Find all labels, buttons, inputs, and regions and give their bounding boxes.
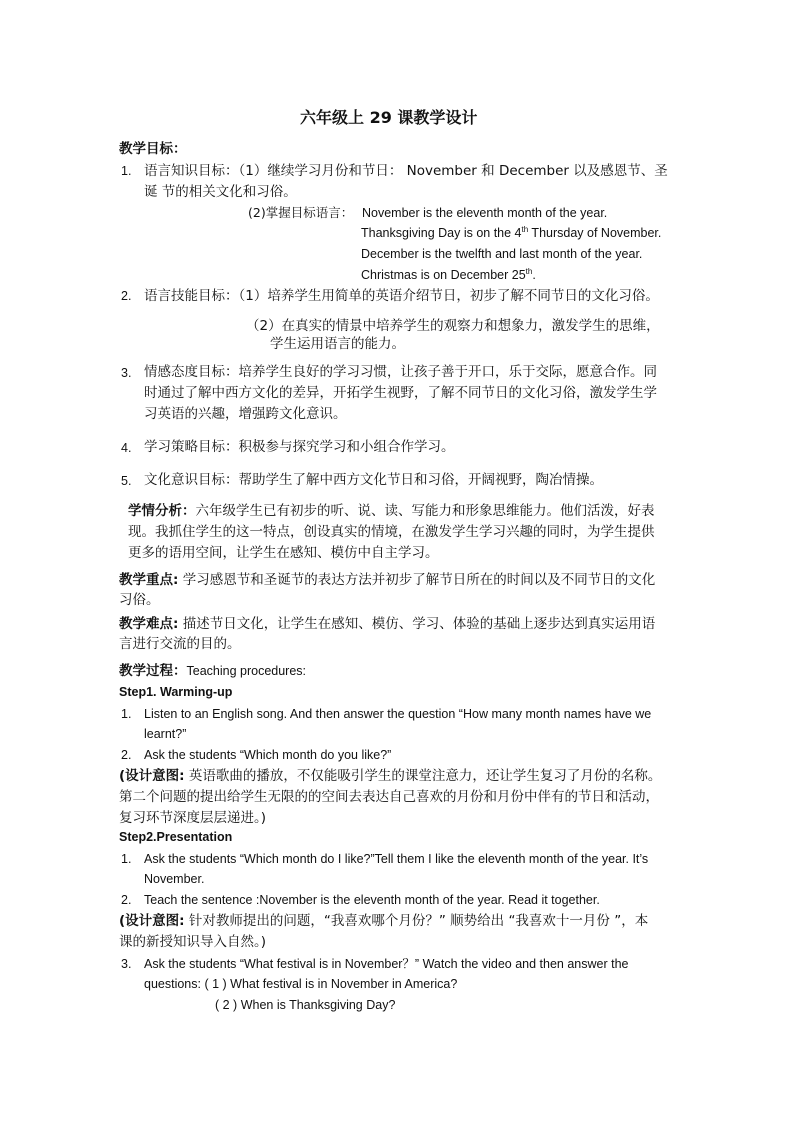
step1-item-2-line-1: Ask the students “Which month do you like?”	[144, 748, 392, 762]
target-sentence-2-post: Thursday of November.	[528, 226, 662, 240]
step1-design-label: (设计意图:	[119, 768, 185, 784]
target-sentence-4	[361, 265, 536, 285]
goal-2-line-2: （2）在真实的情景中培养学生的观察力和想象力，激发学生的思维，	[246, 318, 660, 334]
goal-4-line-1: 学习策略目标：积极参与探究学习和小组合作学习。	[144, 439, 455, 455]
step2-design-line-2: 课的新授知识导入自然。)	[119, 934, 267, 950]
step2-item-2-number: 2.	[121, 893, 132, 907]
target-sentence-2-pre: Thanksgiving Day is on the 4	[361, 226, 522, 240]
step1-design-text-1: 英语歌曲的播放，不仅能吸引学生的课堂注意力，还让学生复习了月份的名称。	[184, 768, 662, 784]
step2-item-3-line-3: ( 2 ) When is Thanksgiving Day?	[215, 998, 396, 1012]
goal-3-line-2: 时通过了解中西方文化的差异，开拓学生视野，了解不同节日的文化习俗，激发学生学	[144, 385, 657, 401]
analysis-label: 学情分析：	[128, 503, 196, 519]
goals-heading: 教学目标：	[119, 141, 187, 157]
analysis-text-1: 六年级学生已有初步的听、说、读、写能力和形象思维能力。他们活泼，好表	[195, 503, 655, 519]
step2-item-3-number: 3.	[121, 957, 132, 971]
focus-line-1	[119, 570, 655, 590]
goal-2-line-1: 语言技能目标：（1）培养学生用简单的英语介绍节日，初步了解不同节日的文化习俗。	[144, 288, 659, 304]
goal-5-line-1: 文化意识目标：帮助学生了解中西方文化节日和习俗，开阔视野，陶冶情操。	[144, 472, 603, 488]
difficulty-text-1: 描述节日文化，让学生在感知、模仿、学习、体验的基础上逐步达到真实运用语	[178, 616, 656, 632]
target-sentence-1: November is the eleventh month of the year.	[362, 206, 608, 220]
analysis-line-2: 现。我抓住学生的这一特点，创设真实的情境，在激发学生学习兴趣的同时，为学生提供	[128, 524, 655, 540]
difficulty-label: 教学难点:	[119, 616, 179, 632]
process-label-en: Teaching procedures:	[186, 664, 307, 678]
process-label: 教学过程：	[119, 663, 187, 679]
target-sentence-3: December is the twelfth and last month of the year.	[361, 247, 643, 261]
difficulty-line-2: 言进行交流的目的。	[119, 636, 241, 652]
page-title: 六年级上 29 课教学设计	[300, 108, 478, 127]
step1-item-1-line-2: learnt?”	[144, 727, 187, 741]
step2-design-text-1: 针对教师提出的问题，“我喜欢哪个月份？” 顺势给出 “我喜欢十一月份 ”，本	[184, 913, 649, 929]
goal-3-line-1: 情感态度目标：培养学生良好的学习习惯，让孩子善于开口，乐于交际，愿意合作。同	[144, 364, 657, 380]
step2-item-3-line-2: questions: ( 1 ) What festival is in November in America?	[144, 977, 458, 991]
goal-1-line-2: 诞 节的相关文化和习俗。	[144, 184, 297, 200]
step1-design-line-2: 第二个问题的提出给学生无限的的空间去表达自己喜欢的月份和月份中伴有的节日和活动，	[119, 789, 659, 805]
step2-design-line-1	[119, 911, 648, 931]
step1-item-2-number: 2.	[121, 748, 132, 762]
goal-2-line-3: 学生运用语言的能力。	[270, 336, 405, 352]
goal-4-number: 4.	[121, 441, 132, 455]
step2-item-2-line-1: Teach the sentence :November is the eleventh month of the year. Read it together.	[144, 893, 600, 907]
step2-item-1-line-2: November.	[144, 872, 205, 886]
goal-3-number: 3.	[121, 366, 132, 380]
focus-line-2: 习俗。	[119, 592, 160, 608]
target-sentence-2	[361, 223, 661, 243]
goal-1-number: 1.	[121, 164, 132, 178]
analysis-line-3: 更多的语用空间，让学生在感知、模仿中自主学习。	[128, 545, 439, 561]
step2-item-1-line-1: Ask the students “Which month do I like?”Tell them I like the eleventh month of the year. It’s	[144, 852, 649, 866]
goal-5-number: 5.	[121, 474, 132, 488]
target-sentence-2-sup: th	[521, 224, 529, 234]
step1-item-1-number: 1.	[121, 707, 132, 721]
step2-item-3-line-1: Ask the students “What festival is in November？” Watch the video and then answer the	[144, 957, 629, 971]
target-sentence-4-pre: Christmas is on December 25	[361, 268, 526, 282]
analysis-line-1	[128, 501, 655, 521]
process-heading	[119, 661, 306, 681]
difficulty-line-1	[119, 614, 655, 634]
step1-heading: Step1. Warming-up	[119, 685, 233, 699]
step1-design-line-3: 复习环节深度层层递进。)	[119, 810, 267, 826]
goal-1-label-2: (2)掌握目标语言：	[248, 205, 354, 220]
step2-heading: Step2.Presentation	[119, 830, 233, 844]
focus-text-1: 学习感恩节和圣诞节的表达方法并初步了解节日所在的时间以及不同节日的文化	[178, 572, 656, 588]
goal-2-number: 2.	[121, 289, 132, 303]
target-sentence-4-post: .	[532, 268, 536, 282]
step1-item-1-line-1: Listen to an English song. And then answer the question “How many month names have we	[144, 707, 652, 721]
focus-label: 教学重点:	[119, 572, 179, 588]
goal-1-line-1: 语言知识目标：（1）继续学习月份和节日： November 和 December 以及感恩节、圣	[144, 163, 668, 179]
step1-design-line-1	[119, 766, 661, 786]
step2-item-1-number: 1.	[121, 852, 132, 866]
goal-3-line-3: 习英语的兴趣，增强跨文化意识。	[144, 406, 347, 422]
step2-design-label: (设计意图:	[119, 913, 185, 929]
target-sentence-4-sup: th	[525, 266, 533, 276]
